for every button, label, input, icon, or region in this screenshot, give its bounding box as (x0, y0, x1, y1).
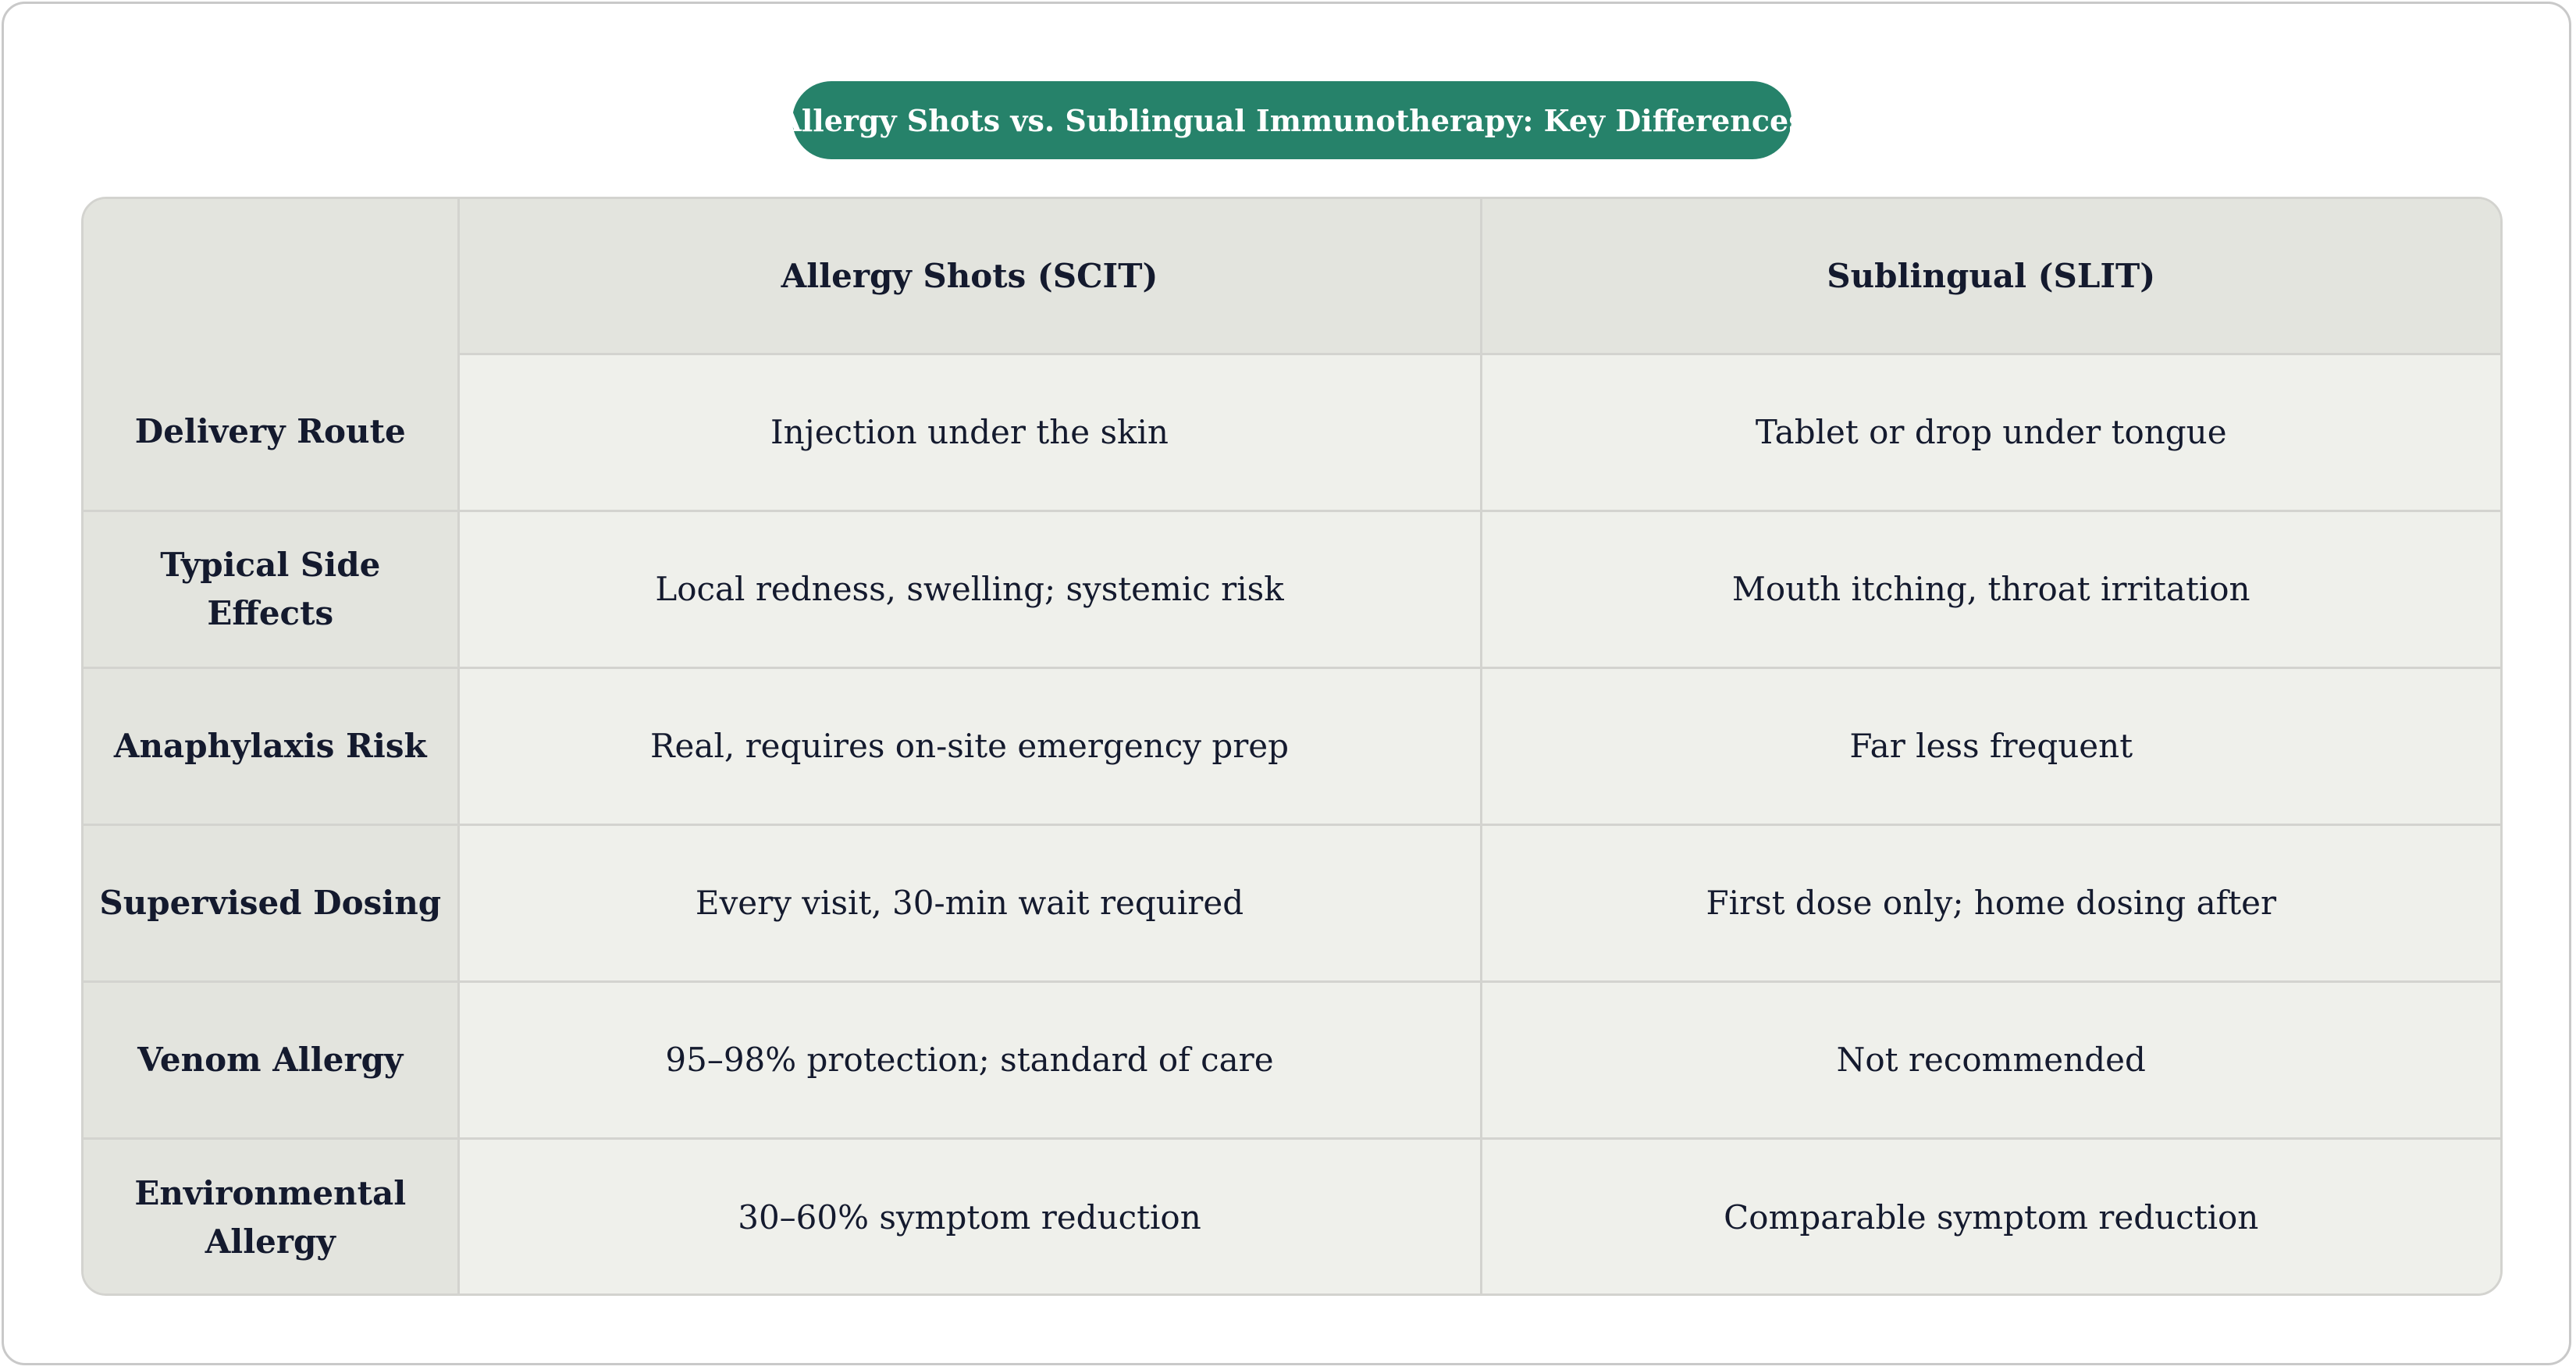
cell-slit: Tablet or drop under tongue (1481, 354, 2500, 511)
comparison-table (84, 199, 2500, 1296)
cell-scit: Real, requires on-site emergency prep (458, 668, 1481, 825)
row-label: Anaphylaxis Risk (84, 668, 458, 825)
cell-slit: Comparable symptom reduction (1481, 1139, 2500, 1296)
cell-scit: Local redness, swelling; systemic risk (458, 511, 1481, 668)
header-scit: Allergy Shots (SCIT) (458, 199, 1481, 354)
table-row (84, 668, 2500, 825)
row-label: Typical Side Effects (84, 511, 458, 668)
cell-scit: Every visit, 30-min wait required (458, 825, 1481, 982)
page-frame (2, 2, 2571, 1365)
row-label: Environmental Allergy (84, 1139, 458, 1296)
table-row (84, 825, 2500, 982)
row-label: Delivery Route (84, 354, 458, 511)
cell-scit: 30–60% symptom reduction (458, 1139, 1481, 1296)
cell-slit: First dose only; home dosing after (1481, 825, 2500, 982)
header-slit: Sublingual (SLIT) (1481, 199, 2500, 354)
table-row (84, 354, 2500, 511)
row-label: Supervised Dosing (84, 825, 458, 982)
table-header-row (84, 199, 2500, 354)
page-title: Allergy Shots vs. Sublingual Immunotherapy: Key Differences (792, 81, 1791, 159)
table-row (84, 982, 2500, 1139)
cell-slit: Far less frequent (1481, 668, 2500, 825)
comparison-table-container (81, 197, 2503, 1296)
cell-slit: Not recommended (1481, 982, 2500, 1139)
table-row (84, 1139, 2500, 1296)
table-row (84, 511, 2500, 668)
cell-scit: 95–98% protection; standard of care (458, 982, 1481, 1139)
row-label: Venom Allergy (84, 982, 458, 1139)
header-corner-cell (84, 199, 458, 354)
cell-scit: Injection under the skin (458, 354, 1481, 511)
cell-slit: Mouth itching, throat irritation (1481, 511, 2500, 668)
